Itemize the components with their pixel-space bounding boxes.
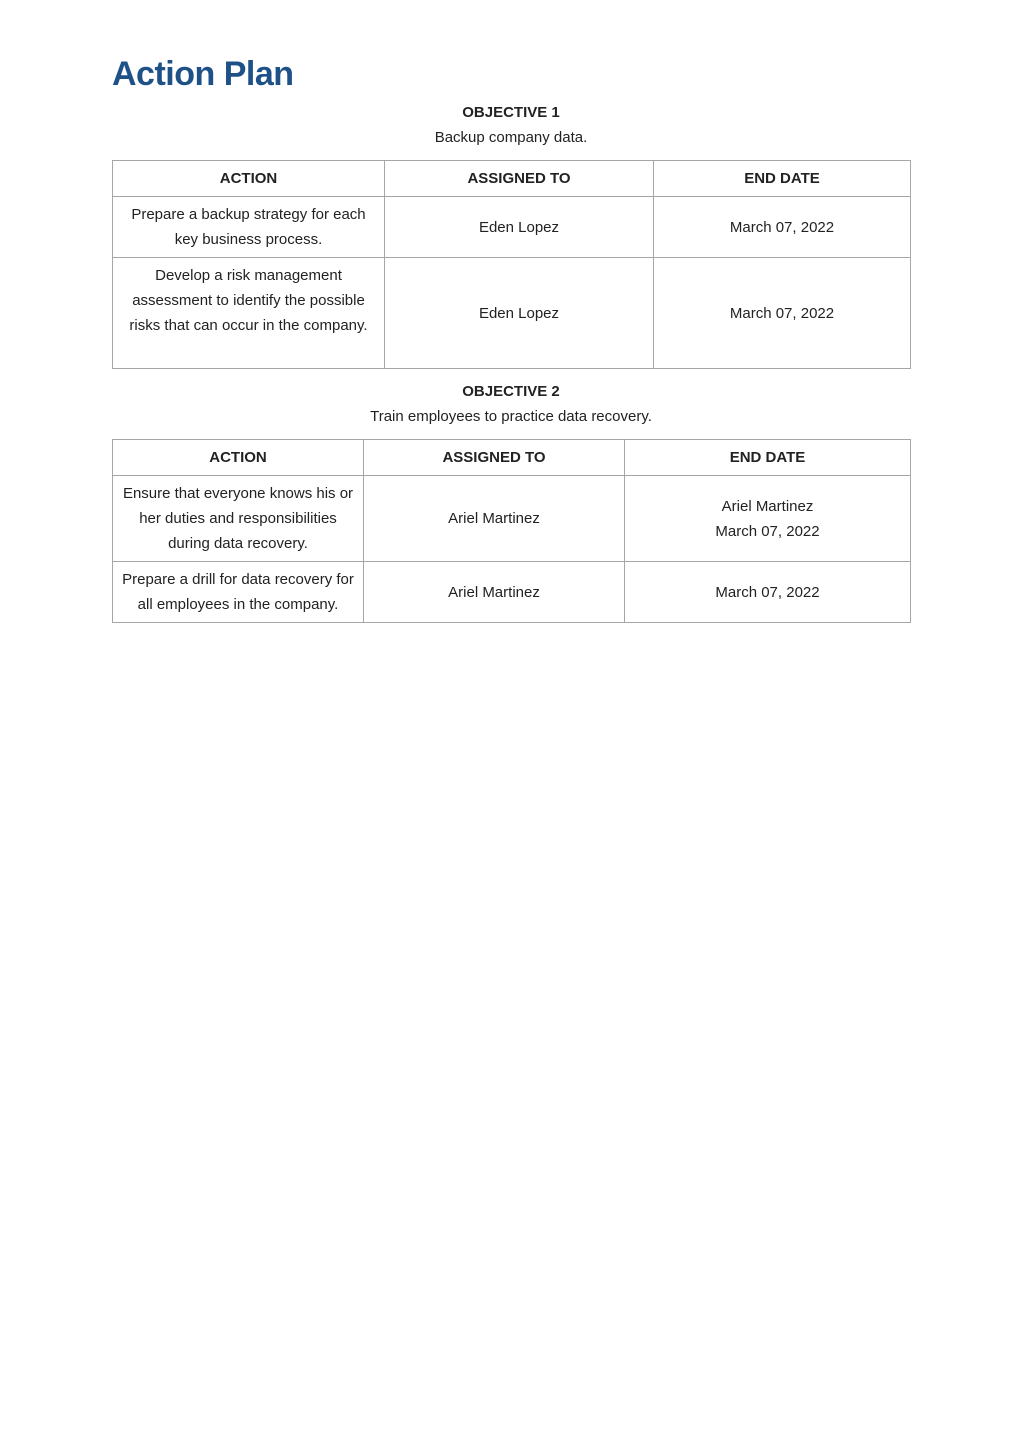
end-date-cell [625,476,911,562]
end-date-text: March 07, 2022 [715,522,820,540]
objective-description: Train employees to practice data recovery. [370,408,652,425]
action-cell: Prepare a drill for data recovery for all employees in the company. [113,562,364,623]
column-header-assigned-to: ASSIGNED TO [364,440,625,476]
action-text: Develop a risk management assessment to identify the possible risks that can occur in the company. [129,267,368,334]
end-date-cell: March 07, 2022 [654,258,911,369]
action-table [112,439,911,623]
column-header-end-date: END DATE [654,161,911,197]
table-row [113,476,911,562]
table-row [113,258,911,369]
action-cell: Ensure that everyone knows his or her duties and responsibilities during data recovery. [113,476,364,562]
table-row [113,562,911,623]
column-header-action: ACTION [113,161,385,197]
assigned-to-cell: Eden Lopez [385,258,654,369]
table-header-row [113,440,911,476]
action-cell [113,258,385,369]
end-date-cell: March 07, 2022 [625,562,911,623]
table-row [113,197,911,258]
objective-1-section [112,100,910,369]
objective-heading: OBJECTIVE 1 [462,104,560,121]
action-cell: Prepare a backup strategy for each key business process. [113,197,385,258]
assigned-to-cell: Ariel Martinez [364,562,625,623]
assigned-to-cell: Eden Lopez [385,197,654,258]
column-header-end-date: END DATE [625,440,911,476]
action-table [112,160,911,369]
page-title: Action Plan [112,55,294,93]
objective-description: Backup company data. [434,129,588,146]
objective-heading: OBJECTIVE 2 [462,383,560,400]
end-date-cell: March 07, 2022 [654,197,911,258]
end-date-assignee-line: Ariel Martinez [721,497,814,515]
column-header-assigned-to: ASSIGNED TO [385,161,654,197]
assigned-to-cell: Ariel Martinez [364,476,625,562]
table-header-row [113,161,911,197]
column-header-action: ACTION [113,440,364,476]
objective-2-section [112,379,910,623]
